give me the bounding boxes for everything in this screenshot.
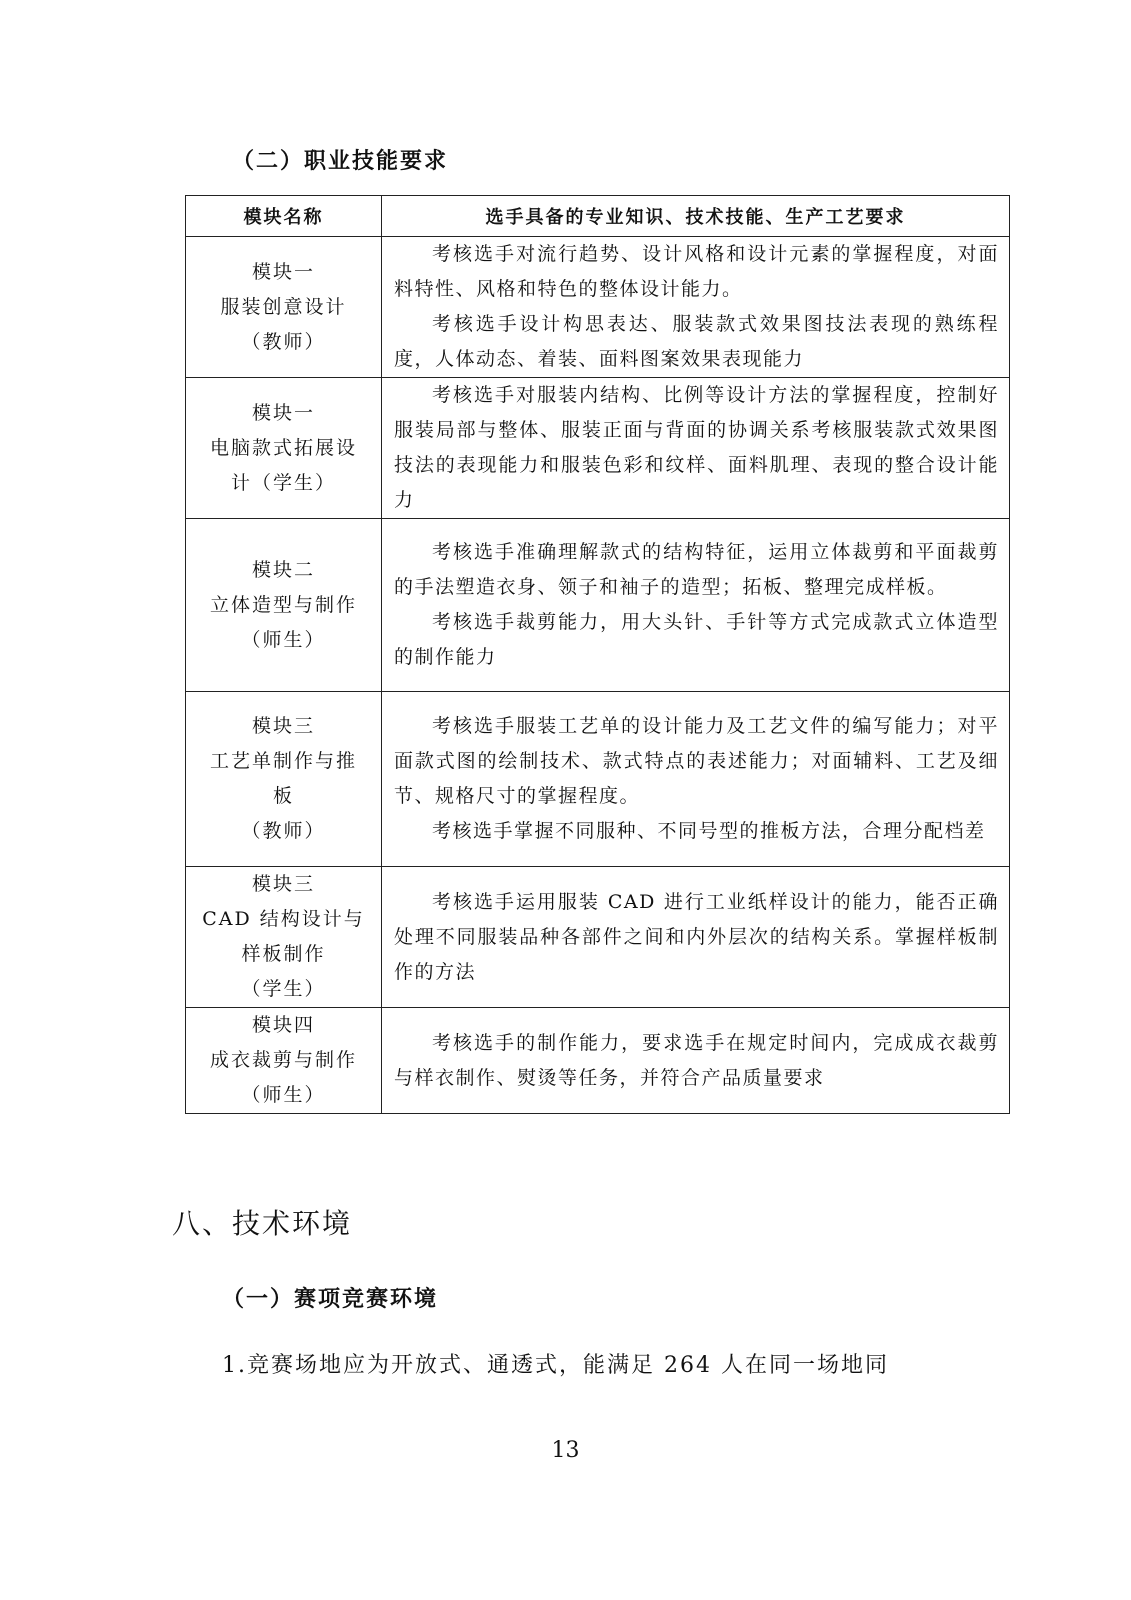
table-row: [186, 1008, 1010, 1114]
requirement-paragraph: 考核选手对服装内结构、比例等设计方法的掌握程度，控制好服装局部与整体、服装正面与背面的协调关系考核服装款式效果图技法的表现能力和服装色彩和纹样、面料肌理、表现的整合设计能力: [394, 384, 999, 511]
module-title: CAD 结构设计与: [202, 908, 365, 930]
module-name-cell: [186, 378, 382, 519]
requirements-cell: [382, 1008, 1010, 1114]
skills-table: [185, 195, 1010, 1114]
module-participant: （师生）: [241, 1084, 326, 1106]
module-participant: （教师）: [241, 330, 326, 353]
module-title-cont: 板: [272, 785, 294, 807]
table-row: [186, 867, 1010, 1008]
table-row: [186, 237, 1010, 378]
requirement-paragraph: 考核选手服装工艺单的设计能力及工艺文件的编写能力；对平面款式图的绘制技术、款式特点的表述能力；对面辅料、工艺及细节、规格尺寸的掌握程度。: [394, 715, 999, 807]
module-title: 工艺单制作与推: [209, 750, 357, 772]
module-name-cell: [186, 867, 382, 1008]
requirements-cell: [382, 692, 1010, 867]
module-name-cell: [186, 692, 382, 867]
header-requirements: 选手具备的专业知识、技术技能、生产工艺要求: [382, 196, 1010, 237]
module-participant: （师生）: [241, 628, 326, 651]
module-label: 模块一: [251, 401, 315, 424]
table-header-row: [186, 196, 1010, 237]
requirements-cell: [382, 867, 1010, 1008]
table-row: [186, 519, 1010, 692]
module-label: 模块二: [251, 558, 315, 581]
module-label: 模块三: [251, 715, 315, 737]
requirements-cell: [382, 378, 1010, 519]
page-number: 13: [551, 1438, 580, 1463]
module-title: 成衣裁剪与制作: [209, 1049, 357, 1071]
requirements-cell: [382, 237, 1010, 378]
module-title-cont: 样板制作: [241, 943, 326, 965]
module-participant: （学生）: [241, 978, 326, 1000]
module-label: 模块一: [251, 260, 315, 283]
subheading-skills: （二）职业技能要求: [232, 149, 449, 174]
table-row: [186, 692, 1010, 867]
requirement-paragraph: 考核选手设计构思表达、服装款式效果图技法表现的熟练程度，人体动态、着装、面料图案效果表现能力: [394, 313, 999, 370]
table-row: [186, 378, 1010, 519]
module-participant: 计（学生）: [230, 471, 336, 494]
module-title: 立体造型与制作: [209, 593, 357, 616]
section-heading-tech-environment: 八、技术环境: [172, 1207, 353, 1240]
module-title: 服装创意设计: [220, 295, 347, 318]
body-paragraph: 1.竞赛场地应为开放式、通透式，能满足 264 人在同一场地同: [222, 1353, 889, 1378]
requirement-paragraph: 考核选手裁剪能力，用大头针、手针等方式完成款式立体造型的制作能力: [394, 611, 999, 668]
requirement-paragraph: 考核选手运用服装 CAD 进行工业纸样设计的能力，能否正确处理不同服装品种各部件之间和内外层次的结构关系。掌握样板制作的方法: [394, 890, 999, 983]
requirement-paragraph: 考核选手对流行趋势、设计风格和设计元素的掌握程度，对面料特性、风格和特色的整体设计能力。: [394, 243, 999, 300]
module-name-cell: [186, 519, 382, 692]
subheading-competition-environment: （一）赛项竞赛环境: [222, 1287, 439, 1312]
module-label: 模块四: [251, 1014, 315, 1036]
header-module-name: 模块名称: [186, 196, 382, 237]
requirement-paragraph: 考核选手掌握不同服种、不同号型的推板方法，合理分配档差: [432, 820, 986, 842]
module-label: 模块三: [251, 873, 315, 895]
requirement-paragraph: 考核选手的制作能力，要求选手在规定时间内，完成成衣裁剪与样衣制作、熨烫等任务，并符合产品质量要求: [394, 1031, 999, 1089]
module-participant: （教师）: [241, 820, 326, 842]
requirements-cell: [382, 519, 1010, 692]
requirement-paragraph: 考核选手准确理解款式的结构特征，运用立体裁剪和平面裁剪的手法塑造衣身、领子和袖子的造型；拓板、整理完成样板。: [394, 541, 999, 598]
module-name-cell: [186, 1008, 382, 1114]
module-title: 电脑款式拓展设: [209, 436, 357, 459]
module-name-cell: [186, 237, 382, 378]
